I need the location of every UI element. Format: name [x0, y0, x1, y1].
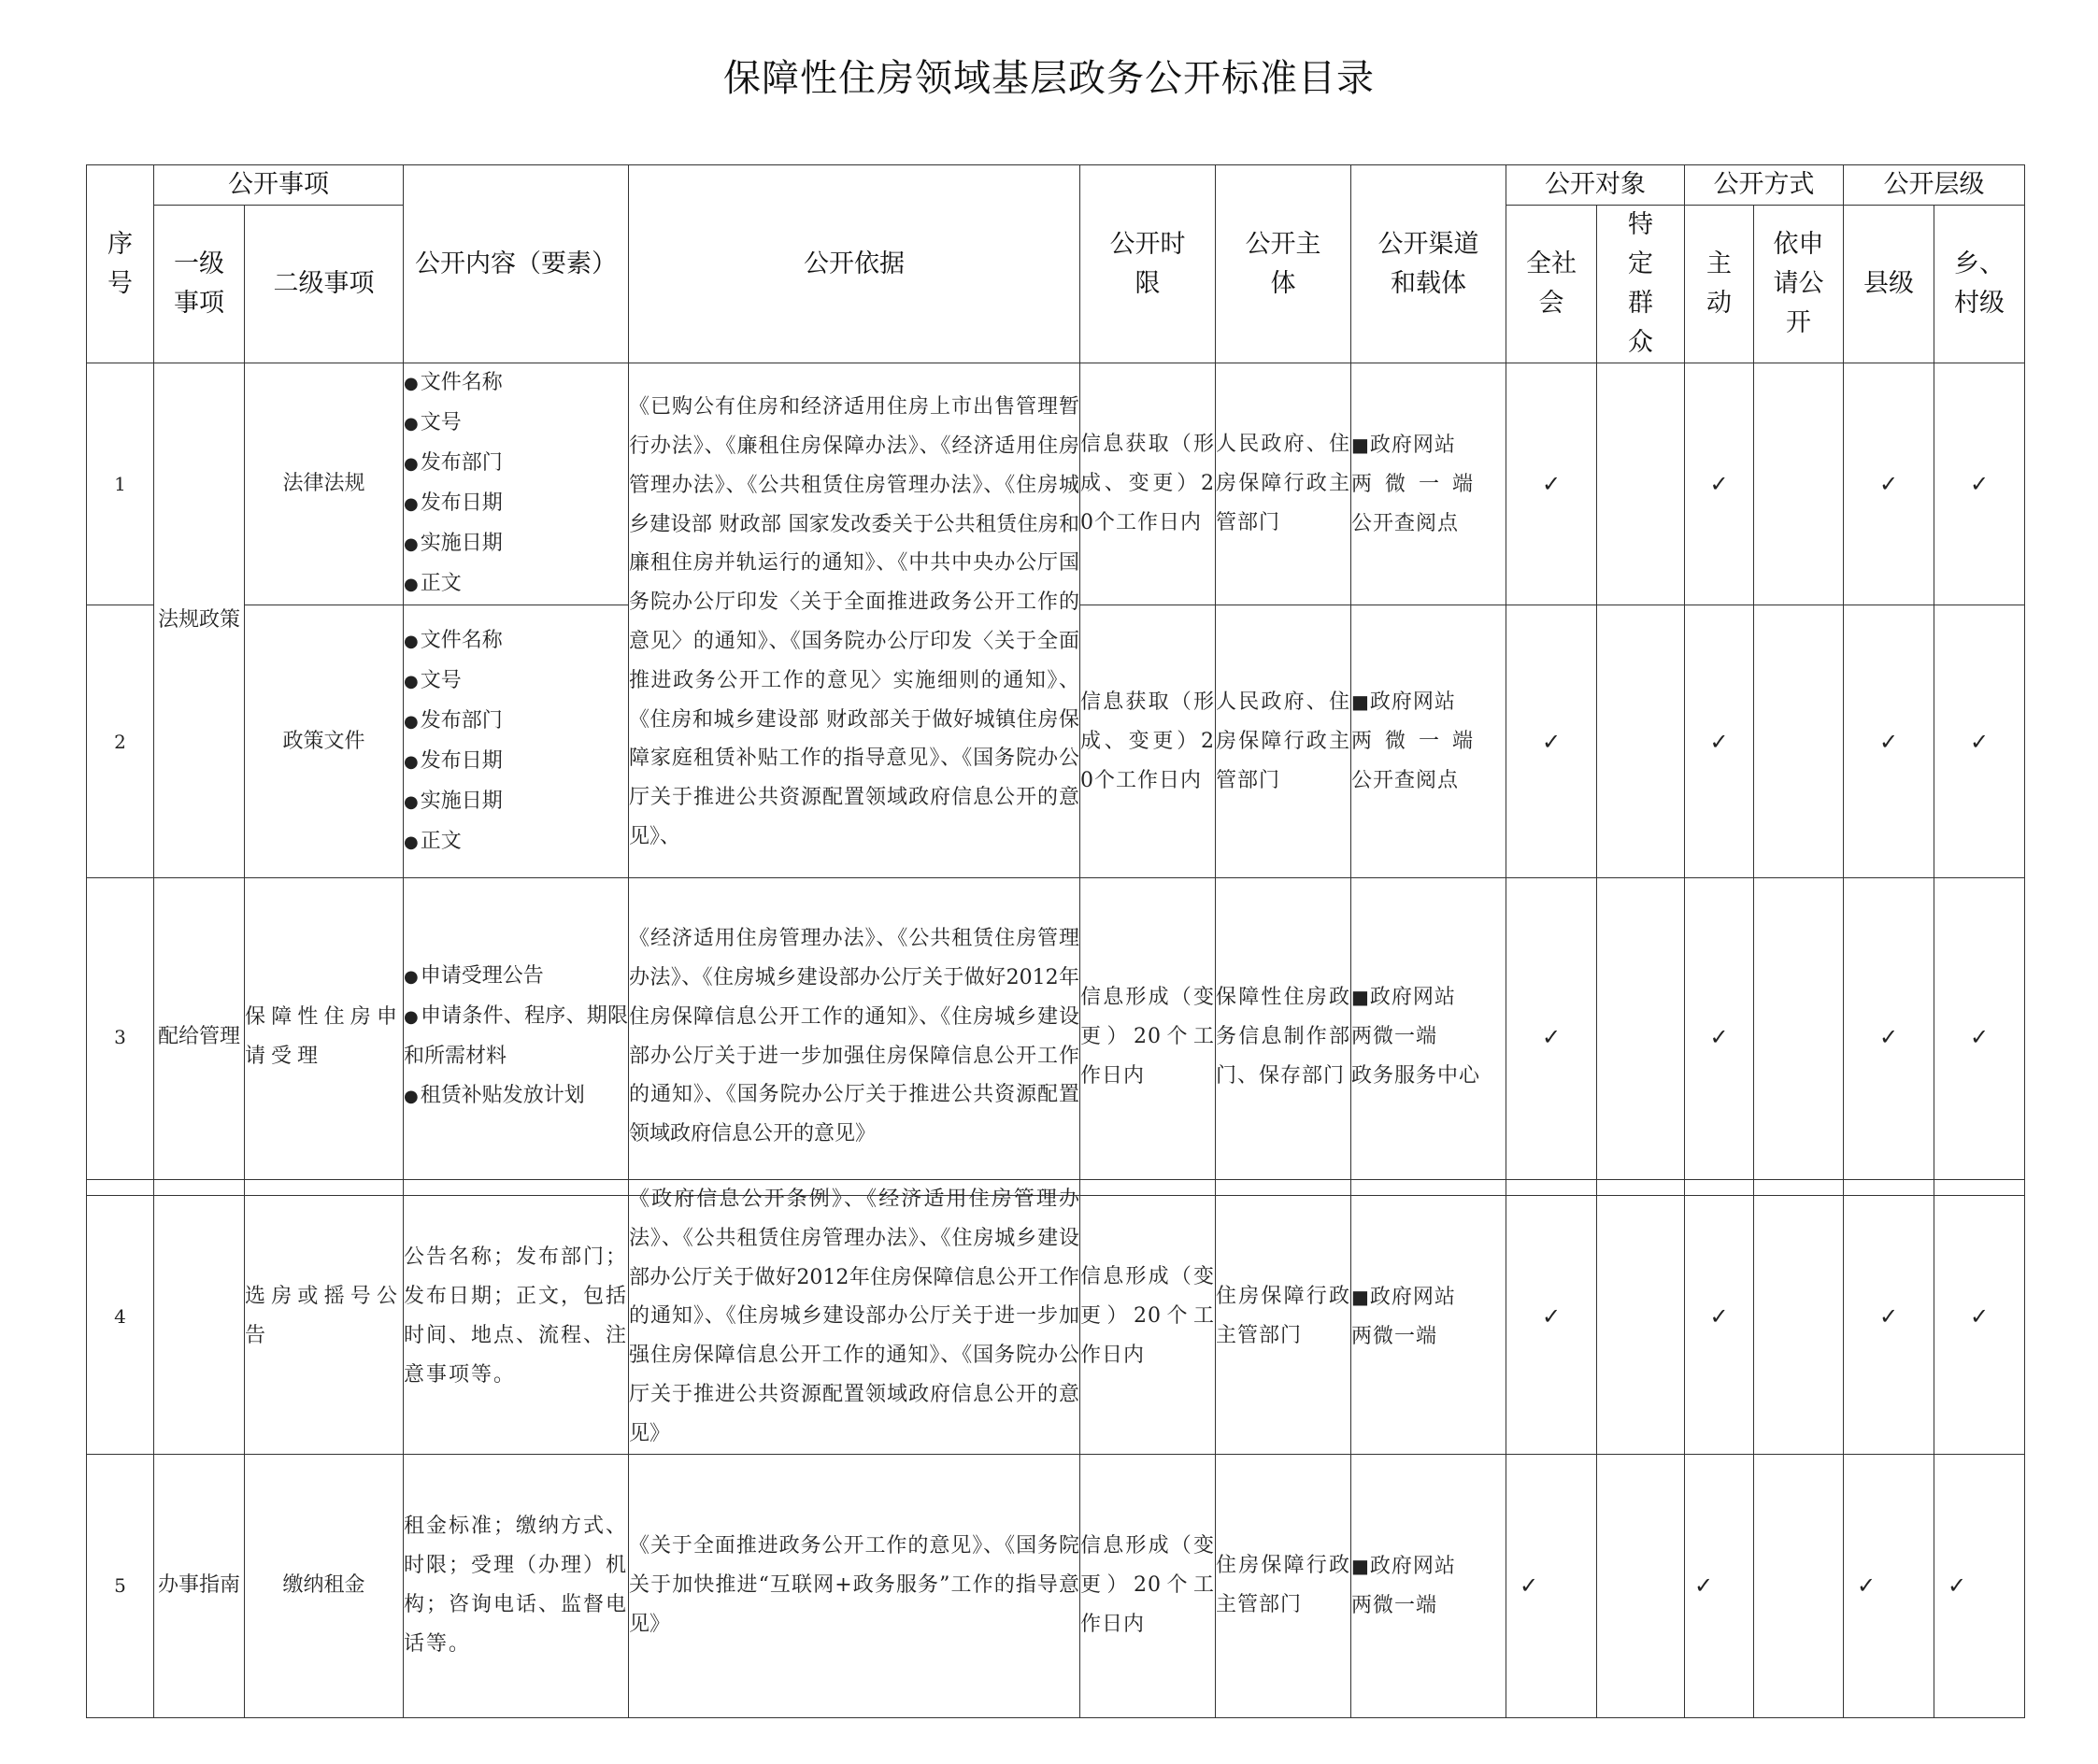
bullet-icon: ●: [404, 414, 419, 434]
row-seq: 1: [87, 363, 154, 605]
level2-cell: 政策文件: [245, 605, 404, 878]
empty-cell: [1597, 1180, 1685, 1455]
bullet-icon: ●: [404, 711, 419, 732]
content-cell: 公告名称；发布部门；发布日期；正文，包括时间、地点、流程、注意事项等。: [404, 1180, 629, 1455]
check-icon: ✓: [1685, 878, 1754, 1196]
time-cell: 信息形成（变更）20个工作日内: [1080, 878, 1216, 1196]
header-public-items: 公开事项: [154, 165, 404, 206]
level2-cell: 缴纳租金: [245, 1454, 404, 1717]
bullet-icon: ●: [404, 575, 419, 594]
empty-cell: [1597, 878, 1685, 1196]
bullet-icon: ●: [404, 631, 419, 651]
subject-cell: 人民政府、住房保障行政主管部门: [1216, 363, 1351, 605]
list-item: ●实施日期: [404, 789, 503, 813]
list-item: ●实施日期: [404, 532, 503, 555]
table-row: [87, 878, 2025, 1196]
table-row: [87, 363, 2025, 605]
empty-cell: [1754, 363, 1844, 605]
content-list: [404, 957, 628, 1117]
check-icon: ✓: [1934, 878, 2025, 1196]
table-row: [87, 1180, 2025, 1455]
level2-cell: 保障性住房申请受理: [245, 878, 404, 1196]
content-cell: 租金标准；缴纳方式、时限；受理（办理）机构；咨询电话、监督电话等。: [404, 1454, 629, 1717]
empty-cell: [1597, 363, 1685, 605]
list-item: ●正文: [404, 829, 462, 853]
square-bullet-icon: ■: [1351, 690, 1370, 713]
header-method: 公开方式: [1685, 165, 1844, 206]
header-content: 公开内容（要素）: [404, 165, 629, 363]
empty-cell: [1754, 1454, 1844, 1717]
channel-cell: ■政府网站 两微一端: [1351, 1454, 1506, 1717]
header-level: 公开层级: [1844, 165, 2025, 206]
check-icon: ✓: [1844, 878, 1934, 1196]
check-icon: ✓: [1685, 363, 1754, 605]
level1-cell: [154, 1180, 245, 1455]
bullet-icon: ●: [404, 1007, 419, 1027]
square-bullet-icon: ■: [1351, 1285, 1370, 1308]
list-item: ●文号: [404, 411, 462, 434]
check-icon: ✓: [1844, 363, 1934, 605]
header-time: 公开时限: [1080, 165, 1216, 363]
bullet-icon: ●: [404, 967, 419, 987]
check-icon: ✓: [1685, 1454, 1754, 1717]
list-item: ●租赁补贴发放计划: [404, 1084, 585, 1107]
check-icon: ✓: [1844, 1180, 1934, 1455]
empty-cell: [1597, 605, 1685, 878]
header-level2: 二级事项: [245, 206, 404, 363]
header-level1: 一级事项: [154, 206, 245, 363]
bullet-icon: ●: [404, 671, 419, 691]
level1-cell: [154, 363, 245, 878]
check-icon: ✓: [1685, 1180, 1754, 1455]
header-subject: 公开主体: [1216, 165, 1351, 363]
basis-cell: 《已购公有住房和经济适用住房上市出售管理暂行办法》、《廉租住房保障办法》、《经济适用住房管理办法》、《公共租赁住房管理办法》、《住房城乡建设部 财政部 国家发改委关于公共租赁住房和廉租住房并轨运行的通知》、《中共中央办公厅国务院办公厅印发〈关于全面推进政务公开工作的意见〉的通知》、《国务院办公厅印发〈关于全面推进政务公开工作的意见〉实施细则的通知》、《住房和城乡建设部 财政部关于做好城镇住房保障家庭租赁补贴工作的指导意见》、《国务院办公厅关于推进公共资源配置领域政府信息公开的意见》、: [629, 363, 1080, 878]
empty-cell: [1754, 605, 1844, 878]
level1-cell: [154, 1454, 245, 1717]
check-icon: ✓: [1844, 1454, 1934, 1717]
check-icon: ✓: [1934, 1180, 2025, 1455]
table-row: [87, 1454, 2025, 1717]
check-icon: ✓: [1934, 1454, 2025, 1717]
level1-label: 法规政策: [157, 608, 240, 632]
basis-cell: 《经济适用住房管理办法》、《公共租赁住房管理办法》、《住房城乡建设部办公厅关于做好2012年住房保障信息公开工作的通知》、《住房城乡建设部办公厅关于进一步加强住房保障信息公开工作的通知》、《国务院办公厅关于推进公共资源配置领域政府信息公开的意见》: [629, 878, 1080, 1196]
check-icon: ✓: [1934, 363, 2025, 605]
level2-cell: 选房或摇号公告: [245, 1180, 404, 1455]
check-icon: ✓: [1506, 1454, 1597, 1717]
header-method-active: 主动: [1685, 206, 1754, 363]
catalog-table: [86, 164, 2025, 1196]
header-level-county: 县级: [1844, 206, 1934, 363]
level1-label: 办事指南: [157, 1573, 240, 1598]
header-channel: 公开渠道和载体: [1351, 165, 1506, 363]
subject-cell: 住房保障行政主管部门: [1216, 1454, 1351, 1717]
subject-cell: 人民政府、住房保障行政主管部门: [1216, 605, 1351, 878]
header-target-all: 全社会: [1506, 206, 1597, 363]
table-part-2: [86, 1179, 2024, 1718]
channel-cell: ■政府网站 两微一端 政务服务中心: [1351, 878, 1506, 1196]
list-item: ●申请受理公告: [404, 964, 544, 988]
channel-cell: ■政府网站 两微一端 公开查阅点: [1351, 363, 1506, 605]
subject-cell: 保障性住房政务信息制作部门、保存部门: [1216, 878, 1351, 1196]
content-cell: [404, 605, 629, 878]
check-icon: ✓: [1506, 878, 1597, 1196]
square-bullet-icon: ■: [1351, 986, 1370, 1008]
time-cell: 信息形成（变更）20个工作日内: [1080, 1180, 1216, 1455]
list-item: ●发布日期: [404, 748, 503, 773]
bullet-icon: ●: [404, 534, 419, 554]
content-list: [404, 363, 628, 605]
row-seq: 3: [87, 878, 154, 1196]
catalog-table-continued: [86, 1179, 2025, 1718]
bullet-icon: ●: [404, 454, 419, 474]
basis-cell: 《关于全面推进政务公开工作的意见》、《国务院关于加快推进“互联网+政务服务”工作的指导意见》: [629, 1454, 1080, 1717]
content-list: [404, 621, 628, 862]
list-item: ●文件名称: [404, 628, 503, 652]
list-item: ●发布日期: [404, 491, 503, 515]
list-item: ●文件名称: [404, 371, 503, 394]
list-item: ●正文: [404, 572, 462, 595]
subject-cell: 住房保障行政主管部门: [1216, 1180, 1351, 1455]
row-seq: 2: [87, 605, 154, 878]
list-item: ●文号: [404, 668, 462, 692]
content-cell: [404, 878, 629, 1196]
channel-cell: ■政府网站 两微一端: [1351, 1180, 1506, 1455]
list-item: ●发布部门: [404, 708, 503, 733]
empty-cell: [1754, 878, 1844, 1196]
list-item: ●发布部门: [404, 451, 503, 475]
level1-cell: [154, 878, 245, 1196]
check-icon: ✓: [1506, 363, 1597, 605]
check-icon: ✓: [1506, 1180, 1597, 1455]
row-seq: 4: [87, 1180, 154, 1455]
header-basis: 公开依据: [629, 165, 1080, 363]
header-target-specific: 特定群众: [1597, 206, 1685, 363]
bullet-icon: ●: [404, 832, 419, 852]
channel-cell: ■政府网站 两微一端 公开查阅点: [1351, 605, 1506, 878]
bullet-icon: ●: [404, 1087, 419, 1106]
check-icon: ✓: [1685, 605, 1754, 878]
time-cell: 信息形成（变更）20个工作日内: [1080, 1454, 1216, 1717]
basis-cell: 《政府信息公开条例》、《经济适用住房管理办法》、《公共租赁住房管理办法》、《住房城乡建设部办公厅关于做好2012年住房保障信息公开工作的通知》、《住房城乡建设部办公厅关于进一步加强住房保障信息公开工作的通知》、《国务院办公厅关于推进公共资源配置领域政府信息公开的意见》: [629, 1180, 1080, 1455]
square-bullet-icon: ■: [1351, 1554, 1370, 1577]
empty-cell: [1754, 1180, 1844, 1455]
check-icon: ✓: [1844, 605, 1934, 878]
page-title: 保障性住房领域基层政务公开标准目录: [723, 57, 1375, 100]
empty-cell: [1597, 1454, 1685, 1717]
content-cell: [404, 363, 629, 605]
check-icon: ✓: [1934, 605, 2025, 878]
bullet-icon: ●: [404, 494, 419, 514]
header-target: 公开对象: [1506, 165, 1685, 206]
square-bullet-icon: ■: [1351, 433, 1370, 456]
time-cell: 信息获取（形成、变更）20个工作日内: [1080, 363, 1216, 605]
table-part-1: [86, 164, 2024, 1196]
time-cell: 信息获取（形成、变更）20个工作日内: [1080, 605, 1216, 878]
level1-label: 配给管理: [157, 1024, 240, 1048]
bullet-icon: ●: [404, 374, 419, 393]
bullet-icon: ●: [404, 751, 419, 772]
bullet-icon: ●: [404, 791, 419, 812]
header-level-town: 乡、村级: [1934, 206, 2025, 363]
level2-cell: 法律法规: [245, 363, 404, 605]
header-method-apply: 依申请公开: [1754, 206, 1844, 363]
check-icon: ✓: [1506, 605, 1597, 878]
header-seq: 序号: [87, 165, 154, 363]
list-item: ●申请条件、程序、期限和所需材料: [404, 1004, 628, 1068]
row-seq: 5: [87, 1454, 154, 1717]
